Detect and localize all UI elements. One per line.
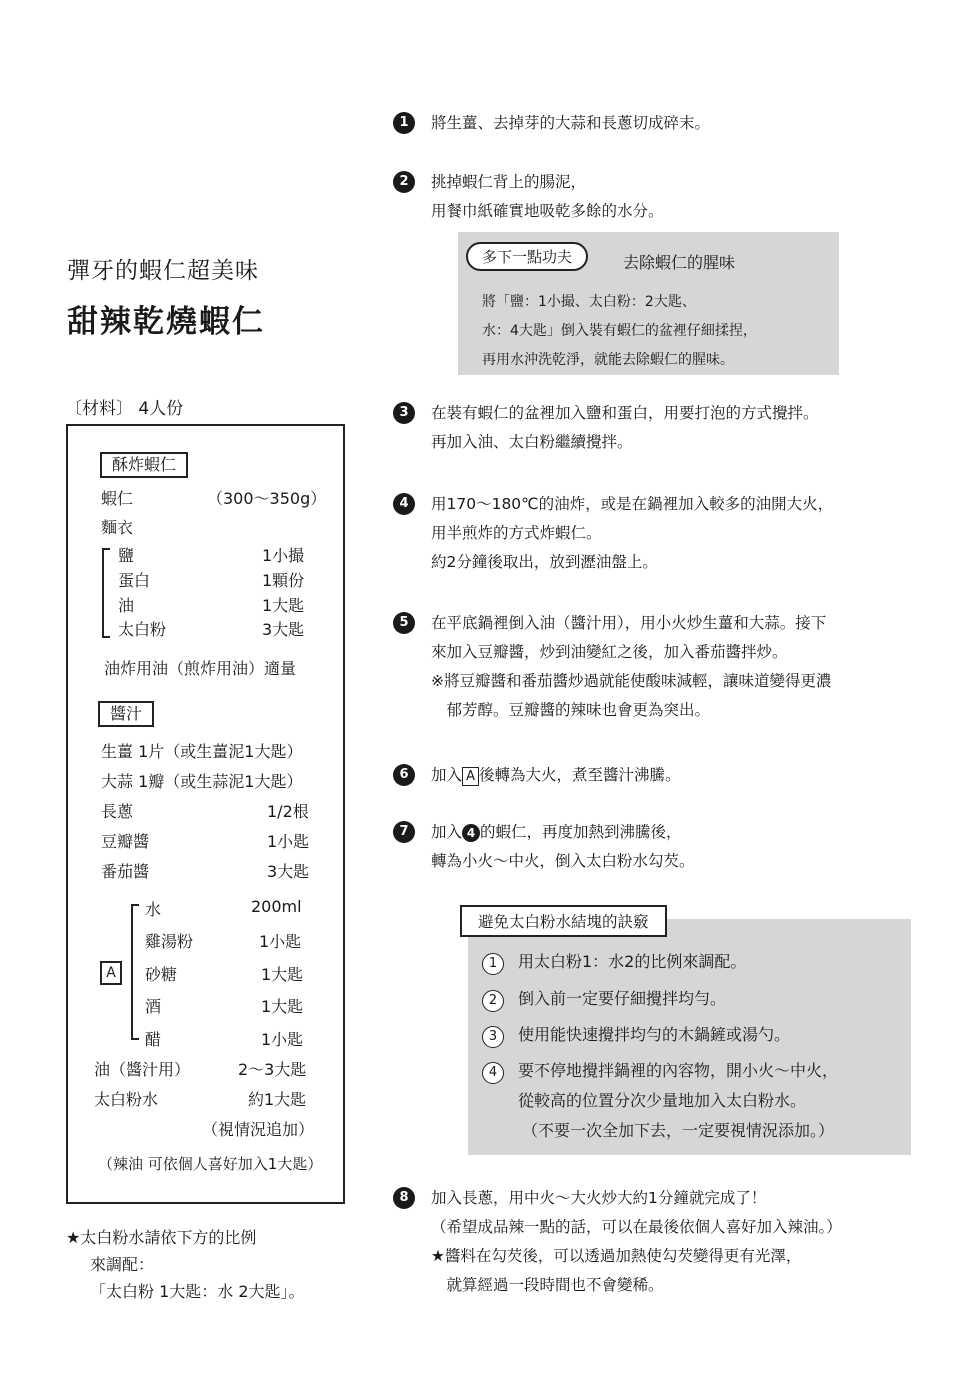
step-text: ★醬料在勾芡後，可以透過加熱使勾芡變得更有光澤， [431,1247,802,1265]
batter-item: 太白粉 3大匙 [118,620,305,639]
step-4 [393,490,833,577]
starch-tip-item: 4 要不停地攪拌鍋裡的內容物，開小火〜中火， [482,1058,838,1084]
step-text: 挑掉蝦仁背上的腸泥， [431,173,587,191]
step-number: 4 [393,493,415,515]
step-ref-circle: 4 [462,824,480,842]
a-group-label: A [100,961,122,985]
sauce-label: 醬汁 [98,701,154,727]
tip-line: 再用水沖洗乾淨，就能去除蝦仁的腥味。 [482,352,734,368]
starch-tip-continued: 從較高的位置分次少量地加入太白粉水。 [518,1091,807,1110]
step-6 [393,761,681,790]
step-number: 6 [393,764,415,786]
step-2 [393,168,664,226]
chili-oil-note: （辣油 可依個人喜好加入1大匙） [98,1155,323,1173]
step-number: 2 [393,171,415,193]
note-line: ★太白粉水請依下方的比例 [66,1228,257,1247]
step-number: 8 [393,1187,415,1209]
step-1 [393,109,710,138]
step-number: 5 [393,612,415,634]
starch-tip-continued: （不要一次全加下去，一定要視情況添加。） [522,1121,835,1140]
step-text: 郁芳醇。豆瓣醬的辣味也會更為突出。 [431,701,711,719]
step-text: 加入 A 後轉為大火，煮至醬汁沸騰。 [431,766,681,784]
starch-tip-item: 3 使用能快速攪拌均勻的木鍋鏟或湯勺。 [482,1022,790,1048]
step-text: 再加入油、太白粉繼續攪拌。 [431,433,633,451]
step-number: 7 [393,821,415,843]
starch-tips-title: 避免太白粉水結塊的訣竅 [460,905,667,937]
a-group-item: 醋 1小匙 [145,1030,304,1049]
tip-number: 4 [482,1062,504,1084]
tip-number: 2 [482,990,504,1012]
ingredients-box [66,424,345,1204]
tip-line: 將「鹽：1小撮、太白粉：2大匙、 [482,294,696,310]
step-text: 加入長蔥，用中火〜大火炒大約1分鐘就完成了！ [431,1189,767,1207]
batter-item: 鹽 1小撮 [118,546,305,565]
tip-number: 1 [482,953,504,975]
oil-sauce: 油（醬汁用） 2〜3大匙 [94,1060,307,1079]
a-ref-box: A [462,767,479,786]
starch-water-note: （視情況追加） [202,1120,315,1139]
starch-tip-item: 1 用太白粉1：水2的比例來調配。 [482,949,746,975]
step-text: 用170〜180℃的油炸，或是在鍋裡加入較多的油開大火， [431,495,834,513]
tip-badge: 多下一點功夫 [466,242,588,271]
sauce-item: 番茄醬 3大匙 [101,862,310,881]
step-text: 用餐巾紙確實地吸乾多餘的水分。 [431,202,664,220]
step-text: 在裝有蝦仁的盆裡加入鹽和蛋白，用要打泡的方式攪拌。 [431,404,819,422]
fried-shrimp-label: 酥炸蝦仁 [100,452,188,478]
tip-heading: 去除蝦仁的腥味 [623,253,736,272]
note-line: 「太白粉 1大匙：水 2大匙」。 [90,1282,305,1301]
batter-label: 麵衣 [101,518,134,537]
a-group-item: 酒 1大匙 [145,997,304,1016]
materials-header: 〔材料〕 4人份 [65,399,184,419]
step-text: 用半煎炸的方式炸蝦仁。 [431,524,602,542]
step-text: （希望成品辣一點的話，可以在最後依個人喜好加入辣油。） [431,1218,842,1236]
step-text: ※將豆瓣醬和番茄醬炒過就能使酸味減輕，讓味道變得更濃 [431,672,832,690]
starch-tips-box [468,919,911,1155]
step-text: 就算經過一段時間也不會變稀。 [431,1276,664,1294]
batter-bracket [102,548,110,638]
sauce-item: 大蒜 1瓣（或生蒜泥1大匙） [101,772,303,791]
sauce-item: 豆瓣醬 1小匙 [101,832,310,851]
step-text: 加入 4 的蝦仁，再度加熱到沸騰後， [431,823,682,841]
tip-number: 3 [482,1026,504,1048]
a-group-item: 水 200ml [145,897,302,919]
sauce-item: 生薑 1片（或生薑泥1大匙） [101,742,303,761]
batter-item: 油 1大匙 [118,596,305,615]
frying-oil: 油炸用油（煎炸用油）適量 [104,659,297,678]
step-text: 在平底鍋裡倒入油（醬汁用），用小火炒生薑和大蒜。接下 [431,614,827,632]
ingredient-name: 蝦仁 [101,489,134,508]
step-8 [393,1184,842,1300]
step-number: 1 [393,112,415,134]
step-text: 來加入豆瓣醬，炒到油變紅之後，加入番茄醬拌炒。 [431,643,788,661]
a-group-item: 雞湯粉 1小匙 [145,932,302,951]
starch-tip-item: 2 倒入前一定要仔細攪拌均勻。 [482,986,726,1012]
starch-ratio-note [66,1224,305,1305]
a-group-item: 砂糖 1大匙 [145,965,304,984]
starch-water: 太白粉水 約1大匙 [94,1090,307,1109]
recipe-subtitle: 彈牙的蝦仁超美味 [67,258,259,284]
tip-box [458,232,839,375]
step-text: 約2分鐘後取出，放到瀝油盤上。 [431,553,658,571]
step-text: 轉為小火〜中火，倒入太白粉水勾芡。 [431,852,695,870]
recipe-title: 甜辣乾燒蝦仁 [67,304,265,340]
step-5 [393,609,832,725]
note-line: 來調配： [90,1255,155,1274]
step-7 [393,818,695,876]
ingredient-amount: （300〜350g） [207,489,327,508]
step-3 [393,399,819,457]
ingredient-shrimp [101,486,327,509]
step-number: 3 [393,402,415,424]
tip-body [482,288,757,375]
a-group-bracket [131,904,139,1040]
step-text: 將生薑、去掉芽的大蒜和長蔥切成碎末。 [431,114,711,132]
batter-item: 蛋白 1顆份 [118,571,305,590]
tip-line: 水：4大匙」倒入裝有蝦仁的盆裡仔細揉捏， [482,323,757,339]
sauce-item: 長蔥 1/2根 [101,802,309,821]
